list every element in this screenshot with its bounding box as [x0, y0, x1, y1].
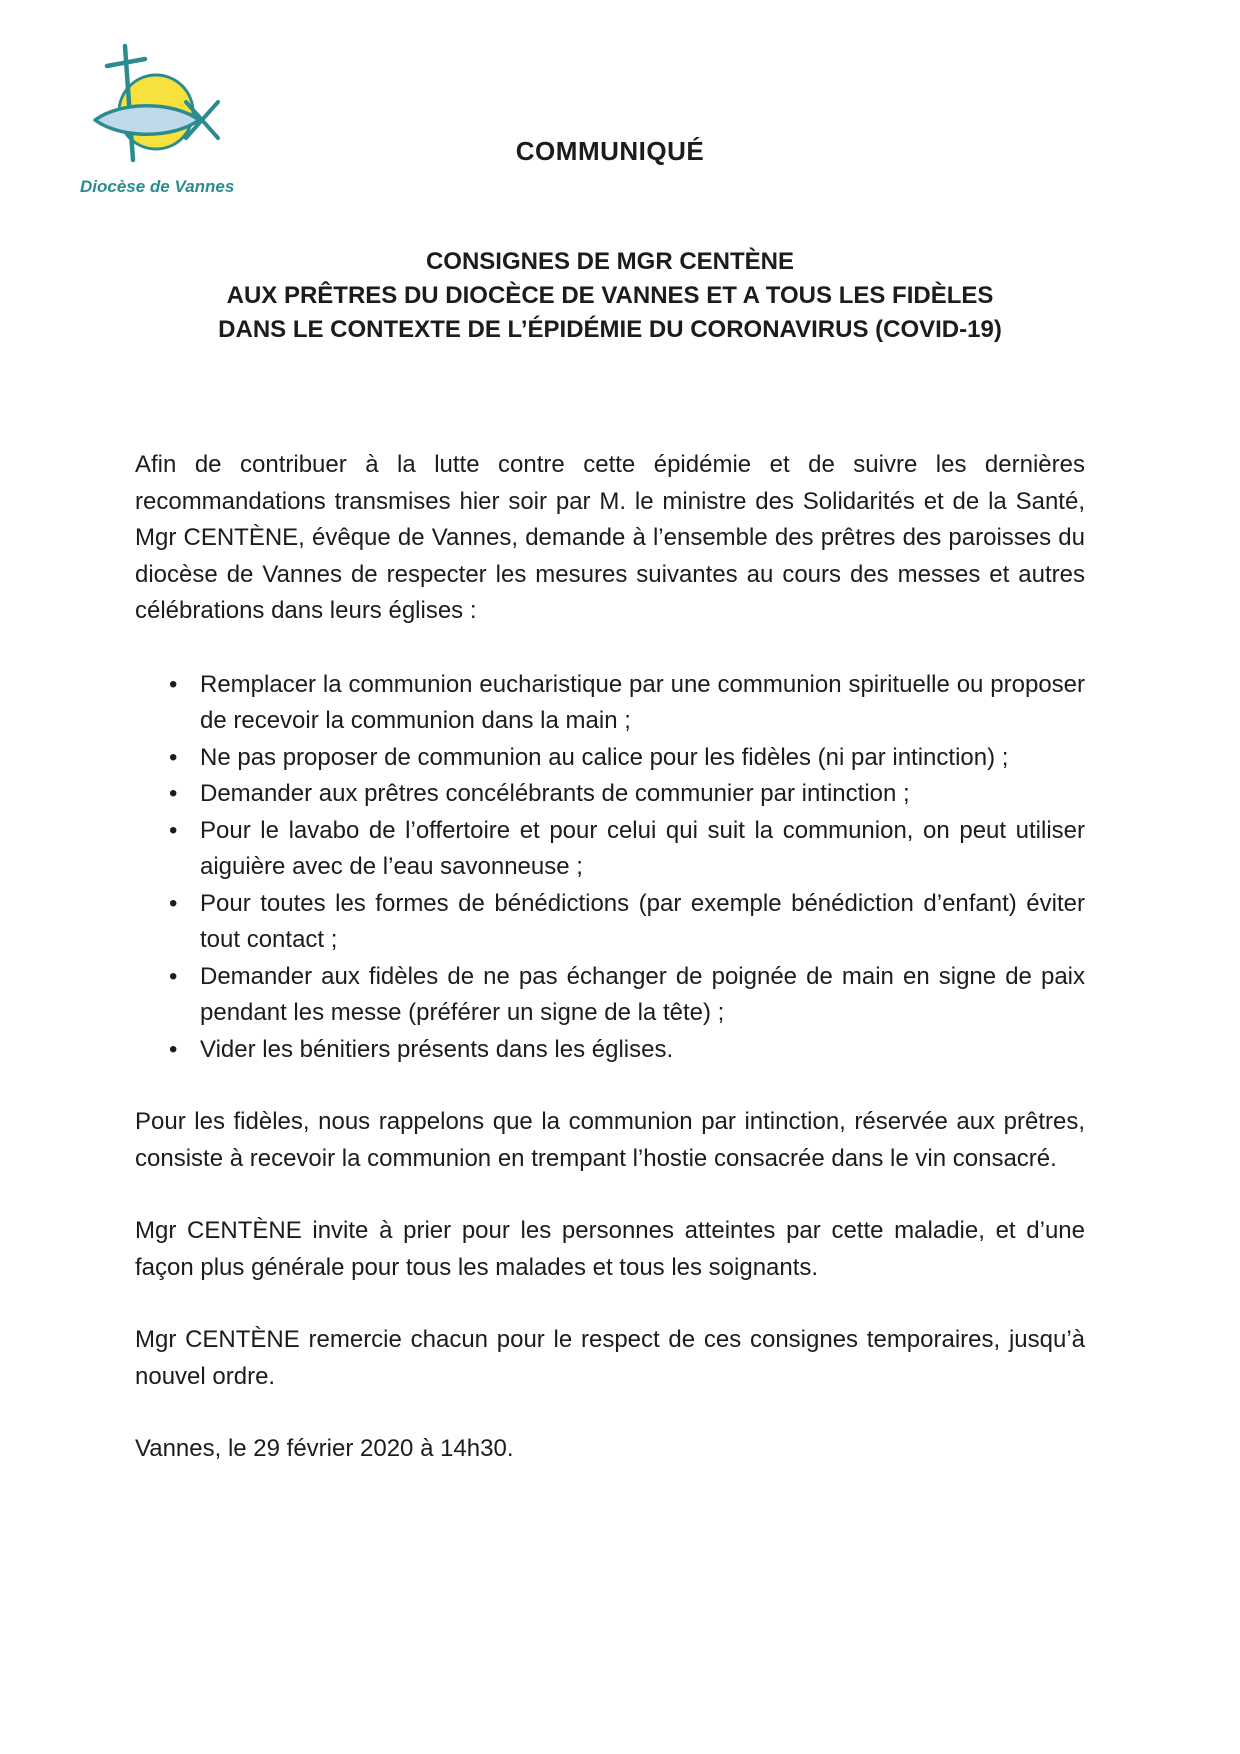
- paragraph-thanks: Mgr CENTÈNE remercie chacun pour le respect de ces consignes temporaires, jusqu’à nouvel ordre.: [135, 1326, 1085, 1390]
- heading-line-2: AUX PRÊTRES DU DIOCÈCE DE VANNES ET A TOUS LES FIDÈLES: [226, 282, 994, 309]
- list-item: • Demander aux fidèles de ne pas échanger de poignée de main en signe de paix pendant les messe (préférer un signe de la tête) ;: [135, 959, 1085, 1032]
- instructions-list: [135, 667, 1085, 1069]
- document-content: [135, 0, 1085, 1492]
- dateline: Vannes, le 29 février 2020 à 14h30.: [135, 1435, 514, 1462]
- list-item: • Remplacer la communion eucharistique par une communion spirituelle ou proposer de recevoir la communion dans la main ;: [135, 667, 1085, 740]
- list-item: • Pour toutes les formes de bénédictions (par exemple bénédiction d’enfant) éviter tout contact ;: [135, 886, 1085, 959]
- heading-line-1: CONSIGNES DE MGR CENTÈNE: [425, 248, 795, 275]
- logo-caption: Diocèse de Vannes: [80, 177, 235, 196]
- list-item: • Demander aux prêtres concélébrants de communier par intinction ;: [135, 776, 1085, 813]
- document-heading: [135, 245, 1085, 347]
- heading-line-3: DANS LE CONTEXTE DE L’ÉPIDÉMIE DU CORONAVIRUS (COVID-19): [218, 316, 1002, 343]
- list-item: • Vider les bénitiers présents dans les églises.: [135, 1032, 1085, 1069]
- list-item: • Ne pas proposer de communion au calice pour les fidèles (ni par intinction) ;: [135, 740, 1085, 777]
- intro-paragraph: Afin de contribuer à la lutte contre cette épidémie et de suivre les dernières recommandations transmises hier soir par M. le ministre des Solidarités et de la Santé, Mgr CENTÈNE, évêque de Vannes, demande à l’ensemble des prêtres des paroisses du diocèse de Vannes de respecter les mesures suivantes au cours des messes et autres célébrations dans leurs églises :: [135, 451, 1085, 624]
- document-title: COMMUNIQUÉ: [515, 136, 705, 166]
- paragraph-prayer: Mgr CENTÈNE invite à prier pour les personnes atteintes par cette maladie, et d’une façon plus générale pour tous les malades et tous les soignants.: [135, 1217, 1085, 1281]
- paragraph-intinction: Pour les fidèles, nous rappelons que la communion par intinction, réservée aux prêtres, consiste à recevoir la communion en trempant l’hostie consacrée dans le vin consacré.: [135, 1108, 1085, 1172]
- list-item: • Pour le lavabo de l’offertoire et pour celui qui suit la communion, on peut utiliser aiguière avec de l’eau savonneuse ;: [135, 813, 1085, 886]
